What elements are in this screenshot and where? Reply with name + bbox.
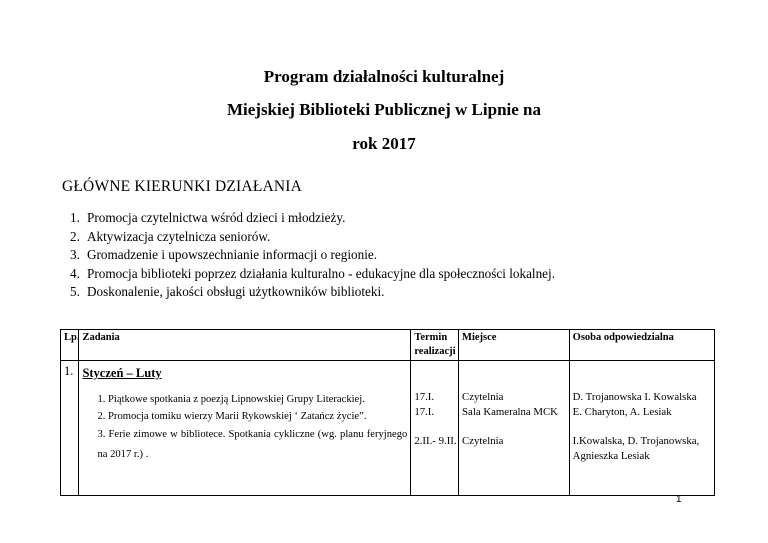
place-value: Sala Kameralna MCK	[462, 406, 558, 418]
direction-number: 1.	[70, 210, 80, 225]
direction-item	[70, 228, 555, 247]
row-tasks	[79, 361, 411, 496]
direction-item	[70, 246, 555, 265]
month-heading: Styczeń – Luty	[82, 366, 162, 380]
header-place: Miejsce	[459, 330, 570, 361]
person-value: I.Kowalska, D. Trojanowska, Agnieszka Lesiak	[572, 435, 700, 462]
direction-item	[70, 265, 555, 284]
document-title-line-2: Miejskiej Biblioteki Publicznej w Lipnie na	[226, 100, 542, 119]
header-term: Termin realizacji	[411, 330, 459, 361]
person-value: D. Trojanowska I. Kowalska	[572, 391, 697, 403]
term-value: 17.I.	[414, 391, 435, 403]
direction-number: 5.	[70, 284, 80, 299]
term-value: 2.II.- 9.II.	[414, 435, 457, 447]
task-item: 2. Promocja tomiku wierzy Marii Rykowskiej ‘ Zatańcz życie”.	[97, 411, 367, 422]
direction-item	[70, 209, 555, 228]
page-number: 1	[676, 494, 682, 505]
task-item: 3. Ferie zimowe w bibliotece. Spotkania cykliczne (wg. planu feryjnego na 2017 r.) .	[97, 429, 408, 460]
header-person: Osoba odpowiedzialna	[569, 330, 714, 361]
directions-list	[70, 209, 555, 302]
person-value: E. Charyton, A. Lesiak	[572, 406, 672, 418]
direction-text: Gromadzenie i upowszechnianie informacji o regionie.	[87, 247, 378, 262]
direction-text: Promocja biblioteki poprzez działania kulturalno - edukacyjne dla społeczności lokalnej.	[87, 265, 555, 281]
row-person	[569, 361, 714, 496]
document-title-line-3: rok 2017	[352, 134, 416, 153]
document-title-line-1: Program działalności kulturalnej	[263, 67, 505, 86]
place-value: Czytelnia	[462, 435, 504, 447]
task-item: 1. Piątkowe spotkania z poezją Lipnowskiej Grupy Literackiej.	[97, 394, 365, 405]
header-lp: Lp.	[61, 330, 79, 361]
table-row	[61, 361, 715, 496]
direction-number: 2.	[70, 228, 80, 244]
row-place	[459, 361, 570, 496]
direction-number: 4.	[70, 265, 80, 281]
direction-item	[70, 283, 555, 302]
row-lp: 1.	[61, 361, 79, 496]
direction-number: 3.	[70, 247, 80, 262]
program-table	[60, 329, 715, 496]
direction-text: Doskonalenie, jakości obsługi użytkowników biblioteki.	[87, 284, 385, 299]
section-heading: GŁÓWNE KIERUNKI DZIAŁANIA	[62, 178, 303, 195]
term-value: 17.I.	[414, 406, 435, 418]
place-value: Czytelnia	[462, 391, 504, 403]
direction-text: Aktywizacja czytelnicza seniorów.	[87, 228, 271, 244]
direction-text: Promocja czytelnictwa wśród dzieci i młodzieży.	[87, 210, 346, 225]
header-tasks: Zadania	[79, 330, 411, 361]
row-term	[411, 361, 459, 496]
table-header-row	[61, 330, 715, 361]
